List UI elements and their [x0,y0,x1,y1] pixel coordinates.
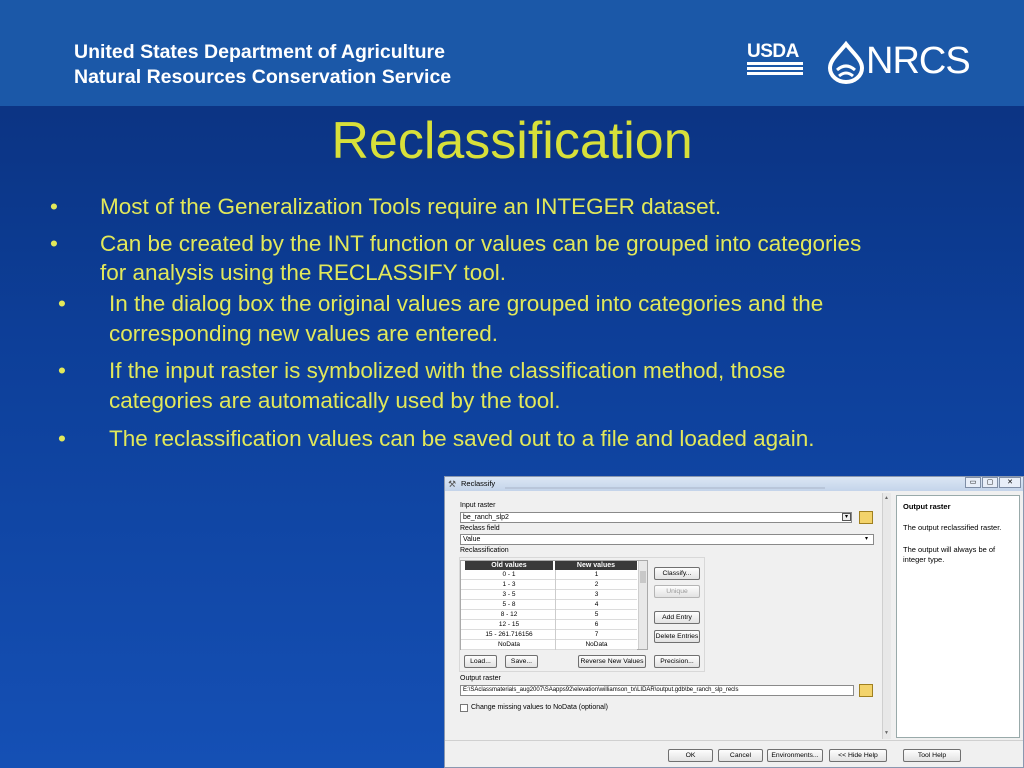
table-scrollbar[interactable] [638,561,647,649]
column-header-new[interactable]: New values [555,561,637,570]
nrcs-logo-text: NRCS [866,40,970,82]
bullet-text: In the dialog box the original values are grouped into categories and the [109,291,824,316]
unique-button[interactable]: Unique [654,585,700,598]
help-text-3: integer type. [903,555,945,564]
header-banner [0,0,1024,106]
input-raster-value: be_ranch_slp2 [463,514,509,521]
slide-title: Reclassification [331,112,693,170]
precision-button[interactable]: Precision... [654,655,700,668]
old-value-cell[interactable]: 8 - 12 [500,611,518,618]
table-row[interactable] [461,570,637,580]
tool-help-button[interactable]: Tool Help [903,749,961,762]
bullet-text: Can be created by the INT function or values can be grouped into categories [100,231,862,256]
new-value-cell[interactable]: 7 [555,630,637,640]
new-value-cell[interactable]: NoData [555,640,637,650]
close-button[interactable]: ✕ [999,477,1021,488]
new-value-cell[interactable]: 3 [555,590,637,600]
help-pane [896,495,1020,738]
dialog-footer [445,740,1024,768]
restore-button[interactable]: ▢ [982,477,998,488]
reclassification-label: Reclassification [460,547,509,554]
output-raster-label: Output raster [460,675,501,682]
load-button[interactable]: Load... [464,655,497,668]
ok-button[interactable]: OK [668,749,713,762]
minimize-button[interactable]: ▭ [965,477,981,488]
help-text-1: The output reclassified raster. [903,523,1002,532]
scroll-down-icon[interactable]: ▼ [884,730,889,736]
save-button[interactable]: Save... [505,655,538,668]
old-value-cell[interactable]: 1 - 3 [502,581,516,588]
agency-name [74,40,451,90]
change-missing-label: Change missing values to NoData (optional) [471,704,608,711]
agency-line-1: United States Department of Agriculture [74,41,445,63]
hammer-icon: ⚒ [448,479,457,489]
bullet-1 [50,192,950,222]
bullet-dot: • [58,291,66,316]
old-value-cell[interactable]: 15 - 261.716156 [485,631,533,638]
help-heading: Output raster [903,502,951,511]
form-scrollbar[interactable] [882,493,891,739]
new-value-cell[interactable]: 2 [555,580,637,590]
chevron-down-icon[interactable]: ▾ [842,513,851,521]
input-raster-label: Input raster [460,502,496,509]
output-raster-field[interactable] [460,685,854,696]
bullet-text: Most of the Generalization Tools require an INTEGER dataset. [100,194,722,219]
bullet-text-cont: for analysis using the RECLASSIFY tool. [100,260,507,285]
hide-help-button[interactable]: << Hide Help [829,749,887,762]
folder-open-icon[interactable] [859,511,873,524]
dialog-title: Reclassify [461,479,496,488]
cancel-button[interactable]: Cancel [718,749,763,762]
delete-entries-button[interactable]: Delete Entries [654,630,700,643]
table-row[interactable] [461,580,637,590]
bullet-text: If the input raster is symbolized with the classification method, those [109,358,786,383]
old-value-cell[interactable]: 5 - 8 [502,601,516,608]
table-row[interactable] [461,600,637,610]
new-value-cell[interactable]: 4 [555,600,637,610]
reclass-field-select[interactable] [460,534,874,545]
reclassify-dialog [444,476,1024,768]
background-menu-bar [505,485,825,491]
add-entry-button[interactable]: Add Entry [654,611,700,624]
table-row[interactable] [461,640,637,650]
reclass-field-label: Reclass field [460,525,500,532]
change-missing-checkbox[interactable] [460,704,468,712]
usda-logo-icon [747,62,803,80]
classify-button[interactable]: Classify... [654,567,700,580]
scroll-up-icon[interactable]: ▲ [884,495,889,501]
bullet-5 [58,424,958,454]
new-value-cell[interactable]: 1 [555,570,637,580]
column-header-old[interactable]: Old values [465,561,553,570]
new-value-cell[interactable]: 6 [555,620,637,630]
table-row[interactable] [461,620,637,630]
output-raster-value: E:\SAclassmaterials_aug2007\SAapps92\elevation\williamson_tx\LIDAR\output.gdb\be_ranch_slp_recls [463,687,739,693]
usda-logo-text: USDA [747,41,799,62]
bullet-text: The reclassification values can be saved out to a file and loaded again. [109,426,815,451]
bullet-dot: • [58,358,66,383]
help-text-2: The output will always be of [903,545,996,554]
table-row[interactable] [461,590,637,600]
reclass-table [460,560,648,650]
input-raster-field[interactable] [460,512,852,523]
scrollbar-thumb[interactable] [640,571,646,583]
bullet-dot: • [58,426,66,451]
table-row[interactable] [461,630,637,640]
bullet-text-cont: corresponding new values are entered. [109,321,498,346]
bullet-2 [50,229,990,289]
bullet-dot: • [50,231,58,256]
bullet-text-cont: categories are automatically used by the tool. [109,388,561,413]
dialog-titlebar[interactable] [445,477,1024,491]
folder-open-icon[interactable] [859,684,873,697]
old-value-cell[interactable]: 12 - 15 [498,621,520,628]
chevron-down-icon[interactable]: ▾ [865,536,869,542]
agency-line-2: Natural Resources Conservation Service [74,66,452,88]
new-value-cell[interactable]: 5 [555,610,637,620]
old-value-cell[interactable]: 0 - 1 [502,571,516,578]
table-row[interactable] [461,610,637,620]
environments-button[interactable]: Environments... [767,749,823,762]
bullet-dot: • [50,194,58,219]
old-value-cell[interactable]: 3 - 5 [502,591,516,598]
reclass-field-value: Value [463,536,481,543]
reverse-new-values-button[interactable]: Reverse New Values [578,655,646,668]
bullet-3 [58,289,958,349]
bullet-4 [58,356,958,416]
old-value-cell[interactable]: NoData [497,641,521,648]
